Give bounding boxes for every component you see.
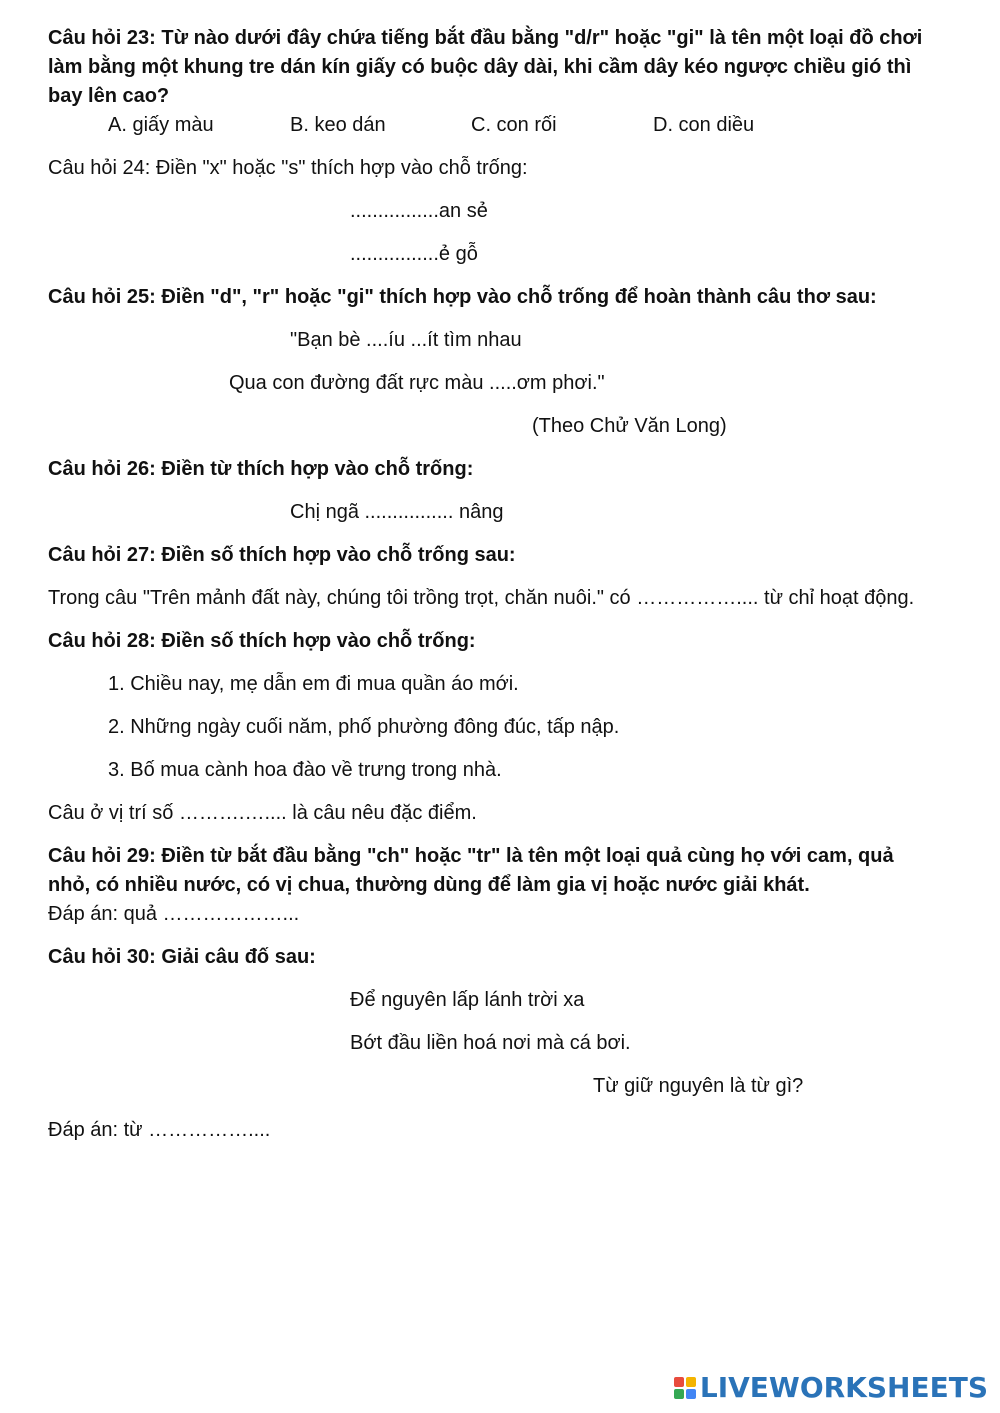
- question-24: [48, 154, 958, 183]
- fill-blank-riddle-word[interactable]: Đáp án: từ ……………....: [48, 1119, 271, 1141]
- question-29-title-line-2: nhỏ, có nhiều nước, có vị chua, thường dùng để làm gia vị hoặc nước giải khát.: [48, 874, 810, 896]
- question-24-blank-2: [350, 240, 950, 269]
- riddle-line-1: Để nguyên lấp lánh trời xa: [350, 989, 585, 1011]
- logo-tile-3: [674, 1389, 684, 1399]
- question-30-answer: [48, 1116, 958, 1145]
- question-28: [48, 627, 958, 656]
- question-28-item-2: [108, 713, 958, 742]
- option-b[interactable]: B. keo dán: [290, 114, 386, 136]
- question-23-options: [48, 111, 958, 140]
- question-28-item-3: [108, 756, 958, 785]
- logo-tiles-icon: [674, 1377, 696, 1399]
- question-30-title: Câu hỏi 30: Giải câu đố sau:: [48, 946, 316, 968]
- question-30: [48, 943, 958, 972]
- question-29: [48, 842, 958, 929]
- sentence-2: 2. Những ngày cuối năm, phố phường đông đúc, tấp nập.: [108, 716, 620, 738]
- liveworksheets-logo: [674, 1371, 988, 1405]
- question-30-riddle-1: [350, 986, 950, 1015]
- question-28-title: Câu hỏi 28: Điền số thích hợp vào chỗ trống:: [48, 630, 476, 652]
- option-a[interactable]: A. giấy màu: [108, 114, 214, 136]
- question-25-verse-1: [290, 326, 890, 355]
- question-27: [48, 541, 958, 570]
- question-30-riddle-3: [593, 1072, 953, 1101]
- question-23: [48, 24, 958, 140]
- logo-text: LIVEWORKSHEETS: [699, 1371, 988, 1404]
- verse-line-2[interactable]: Qua con đường đất rực màu .....ơm phơi.": [229, 372, 605, 394]
- question-24-title: Câu hỏi 24: Điền "x" hoặc "s" thích hợp vào chỗ trống:: [48, 157, 528, 179]
- fill-blank-e-go[interactable]: ................ẻ gỗ: [350, 243, 478, 265]
- verse-source: (Theo Chử Văn Long): [532, 415, 727, 437]
- question-30-riddle-2: [350, 1029, 950, 1058]
- option-c[interactable]: C. con rối: [471, 114, 557, 136]
- question-24-blank-1: [350, 197, 950, 226]
- question-28-item-1: [108, 670, 958, 699]
- sentence-1: 1. Chiều nay, mẹ dẫn em đi mua quần áo mới.: [108, 673, 519, 695]
- question-23-title-line-3: bay lên cao?: [48, 85, 170, 107]
- question-25-verse-2: [229, 369, 929, 398]
- question-25-source: [532, 412, 932, 441]
- fill-blank-count-verbs[interactable]: Trong câu "Trên mảnh đất này, chúng tôi trồng trọt, chăn nuôi." có …………….... từ chỉ hoạt động.: [48, 587, 915, 609]
- question-27-title: Câu hỏi 27: Điền số thích hợp vào chỗ trống sau:: [48, 544, 516, 566]
- question-26-title: Câu hỏi 26: Điền từ thích hợp vào chỗ trống:: [48, 458, 474, 480]
- question-23-title-line-2: làm bằng một khung tre dán kín giấy có buộc dây dài, khi cầm dây kéo ngược chiều gió thì: [48, 56, 912, 78]
- fill-blank-fruit[interactable]: Đáp án: quả ………………...: [48, 903, 300, 925]
- logo-tile-1: [674, 1377, 684, 1387]
- riddle-line-3: Từ giữ nguyên là từ gì?: [593, 1075, 804, 1097]
- question-25-title: Câu hỏi 25: Điền "d", "r" hoặc "gi" thích hợp vào chỗ trống để hoàn thành câu thơ sau:: [48, 286, 877, 308]
- question-23-title-line-1: Câu hỏi 23: Từ nào dưới đây chứa tiếng bắt đầu bằng "d/r" hoặc "gi" là tên một loại đồ chơi: [48, 27, 923, 49]
- question-25: [48, 283, 958, 312]
- option-d[interactable]: D. con diều: [653, 114, 755, 136]
- question-26-line: [290, 498, 890, 527]
- sentence-3: 3. Bố mua cành hoa đào về trưng trong nhà.: [108, 759, 502, 781]
- logo-tile-2: [686, 1377, 696, 1387]
- fill-blank-an-se[interactable]: ................an sẻ: [350, 200, 488, 222]
- fill-blank-sentence-number[interactable]: Câu ở vị trí số ……….….... là câu nêu đặc điểm.: [48, 802, 477, 824]
- question-26: [48, 455, 958, 484]
- question-28-answer: [48, 799, 958, 828]
- question-29-title-line-1: Câu hỏi 29: Điền từ bắt đầu bằng "ch" hoặc "tr" là tên một loại quả cùng họ với cam, quả: [48, 845, 894, 867]
- riddle-line-2: Bớt đầu liền hoá nơi mà cá bơi.: [350, 1032, 631, 1054]
- verse-line-1[interactable]: "Bạn bè ....íu ...ít tìm nhau: [290, 329, 522, 351]
- question-27-line: [48, 584, 958, 613]
- fill-blank-chi-nga[interactable]: Chị ngã ................ nâng: [290, 501, 504, 523]
- logo-tile-4: [686, 1389, 696, 1399]
